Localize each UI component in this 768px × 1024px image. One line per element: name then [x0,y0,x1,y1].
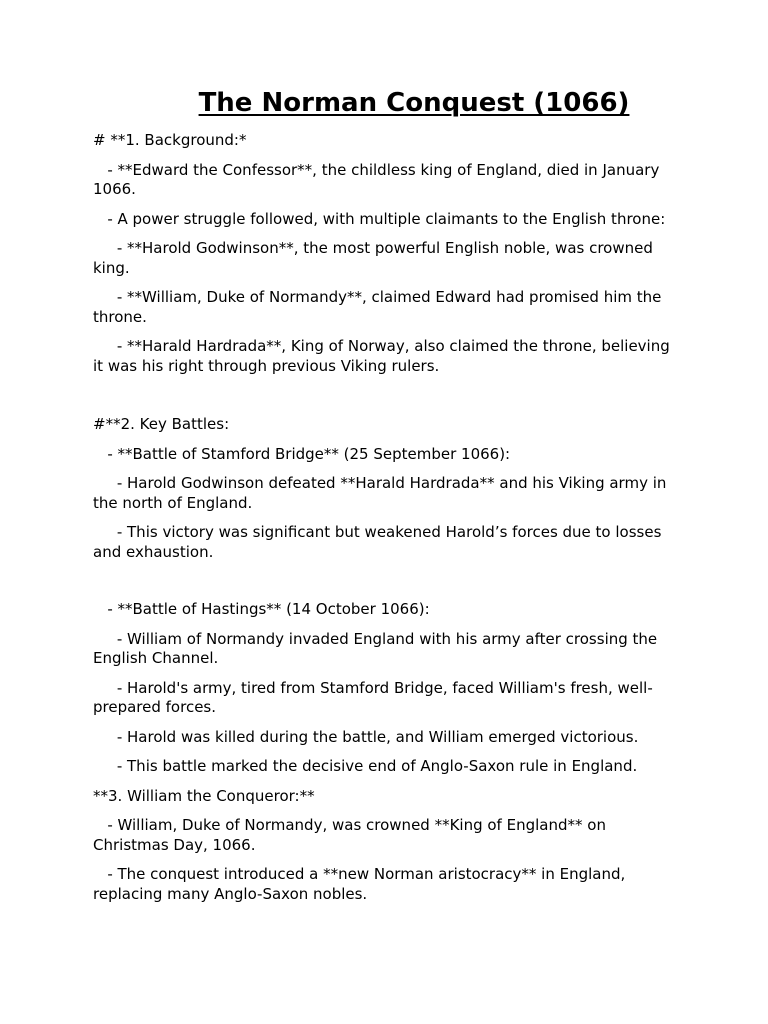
sub-bullet-hastings-harold-killed: - Harold was killed during the battle, and William emerged victorious. [93,727,639,746]
section-heading-william-conqueror: **3. William the Conqueror:** [93,786,315,805]
section-heading-background: # **1. Background:* [93,131,247,149]
sub-bullet-stamford-significance: - This victory was significant but weakened Harold’s forces due to losses and exhaustion. [93,523,667,561]
bullet-william-crowned: - William, Duke of Normandy, was crowned **King of England** on Christmas Day, 1066. [93,816,611,854]
sub-bullet-hastings-end: - This battle marked the decisive end of Anglo-Saxon rule in England. [93,757,638,775]
sub-bullet-hastings-armies: - Harold's army, tired from Stamford Bridge, faced William's fresh, well-prepared forces. [93,678,653,716]
bullet-power-struggle: - A power struggle followed, with multiple claimants to the English throne: [93,209,666,228]
sub-bullet-harold: - **Harold Godwinson**, the most powerful English noble, was crowned king. [93,239,658,277]
document-body [93,131,675,914]
sub-bullet-stamford-defeat: - Harold Godwinson defeated **Harald Hardrada** and his Viking army in the north of England. [93,474,672,512]
bullet-norman-aristocracy: - The conquest introduced a **new Norman aristocracy** in England, replacing many Anglo-Saxon nobles. [93,865,631,903]
sub-bullet-hastings-invasion: - William of Normandy invaded England with his army after crossing the English Channel. [93,629,662,667]
bullet-stamford-bridge: - **Battle of Stamford Bridge** (25 September 1066): [93,444,511,463]
bullet-edward: - **Edward the Confessor**, the childless king of England, died in January 1066. [93,160,665,198]
document-title: The Norman Conquest (1066) [198,88,630,118]
section-heading-key-battles: #**2. Key Battles: [93,415,230,433]
sub-bullet-william: - **William, Duke of Normandy**, claimed Edward had promised him the throne. [93,288,667,326]
sub-bullet-harald: - **Harald Hardrada**, King of Norway, also claimed the throne, believing it was his right through previous Viking rulers. [93,337,675,375]
bullet-hastings: - **Battle of Hastings** (14 October 1066): [93,600,430,618]
